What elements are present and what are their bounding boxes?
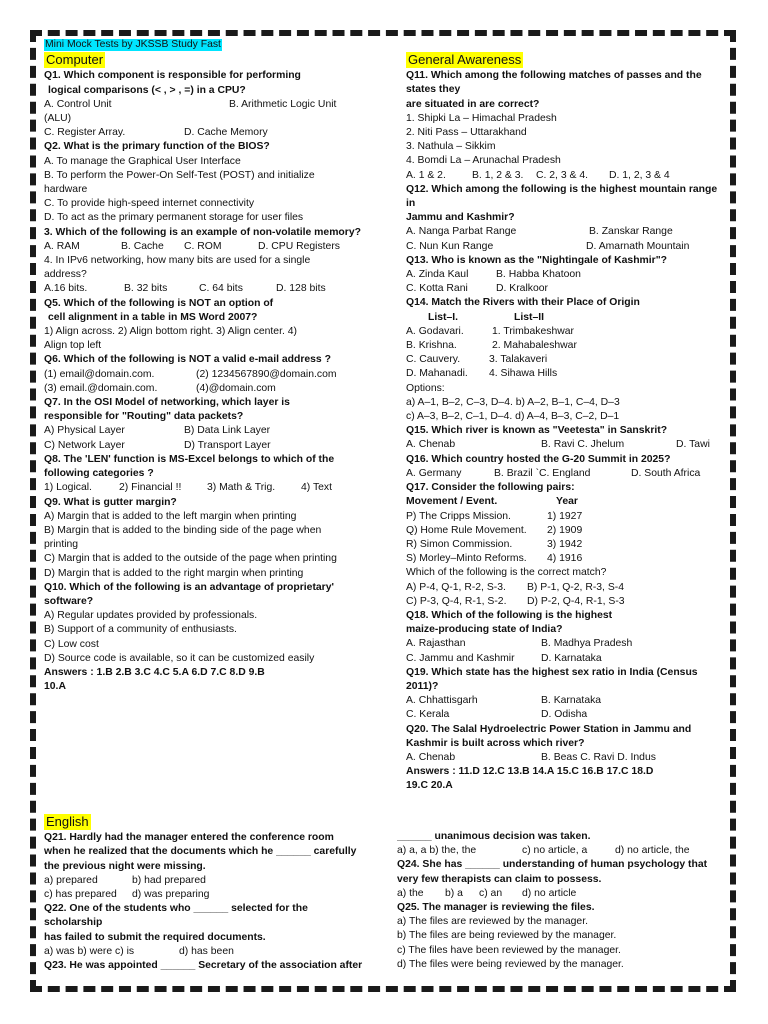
line-text: the previous night were missing.: [44, 860, 206, 872]
text-line: [406, 438, 732, 452]
line-text: Q1. Which component is responsible for performing: [44, 70, 301, 82]
line-option: C. 2, 3 & 4.: [536, 169, 588, 181]
line-option: B. Ravi C. Jhelum: [541, 439, 625, 451]
line-text: logical comparisons (< , > , =) in a CPU?: [48, 84, 246, 96]
text-line: [406, 595, 732, 609]
line-text: A) Physical Layer: [44, 425, 125, 437]
text-line: [44, 931, 384, 945]
line-option: D. Tawi: [676, 439, 710, 451]
text-line: [406, 652, 732, 666]
line-text: Kashmir is built across which river?: [406, 737, 585, 749]
text-line: [406, 453, 732, 467]
text-line: [44, 916, 384, 930]
line-text: Q7. In the OSI Model of networking, which layer is: [44, 397, 290, 409]
line-option: (4)@domain.com: [196, 382, 276, 394]
text-line: [44, 268, 374, 282]
text-line: [397, 887, 732, 901]
text-line: [406, 339, 732, 353]
text-line: [406, 666, 732, 680]
line-text: Q25. The manager is reviewing the files.: [397, 902, 595, 914]
line-option: 3) 1942: [547, 538, 583, 550]
line-option: B. Cache: [121, 240, 164, 252]
line-option: C. ROM: [184, 240, 222, 252]
text-line: [406, 311, 732, 325]
line-text: 3. Which of the following is an example of non-volatile memory?: [44, 226, 361, 238]
text-line: [44, 467, 374, 481]
line-text: in: [406, 198, 416, 210]
line-option: B. Beas C. Ravi D. Indus: [541, 751, 656, 763]
text-line: [406, 225, 732, 239]
line-text: A. To manage the Graphical User Interface: [44, 155, 241, 167]
line-text: Movement / Event.: [406, 496, 498, 508]
text-line: [44, 652, 374, 666]
line-option: D. Amarnath Mountain: [586, 240, 690, 252]
line-text: c) has prepared: [44, 889, 117, 901]
line-option: d) was preparing: [132, 889, 210, 901]
line-text: Align top left: [44, 340, 102, 352]
line-text: following categories ?: [44, 468, 154, 480]
line-text: Q) Home Rule Movement.: [406, 524, 527, 536]
text-line: [406, 779, 732, 793]
text-line: [44, 197, 374, 211]
line-option: D) P-2, Q-4, R-1, S-3: [527, 595, 625, 607]
text-line: [44, 169, 374, 183]
line-option: B. 32 bits: [124, 283, 168, 295]
text-line: [406, 282, 732, 296]
line-text: 1. Shipki La – Himachal Pradesh: [406, 112, 557, 124]
general-awareness-section: [406, 52, 732, 794]
line-text: Q5. Which of the following is NOT an option of: [44, 297, 274, 309]
text-line: [44, 595, 374, 609]
computer-heading: Computer: [46, 52, 104, 68]
line-text: A) Margin that is added to the left margin when printing: [44, 510, 297, 522]
line-option: Year: [556, 496, 578, 508]
line-option: D. Cache Memory: [184, 127, 268, 139]
line-text: C. Cauvery.: [406, 354, 461, 366]
line-text: Q22. One of the students who ______ selected for the: [44, 903, 308, 915]
line-option: 1) 1927: [547, 510, 583, 522]
line-option: D. 1, 2, 3 & 4: [609, 169, 670, 181]
text-line: [406, 581, 732, 595]
line-option: 4) 1916: [547, 553, 583, 565]
text-line: [406, 154, 732, 168]
line-option: B) Data Link Layer: [184, 425, 271, 437]
text-line: [44, 112, 374, 126]
line-option: D. South Africa: [631, 467, 701, 479]
line-text: Q2. What is the primary function of the BIOS?: [44, 141, 270, 153]
text-line: [44, 666, 374, 680]
line-text: S) Morley–Minto Reforms.: [406, 553, 527, 565]
line-option: D) Transport Layer: [184, 439, 271, 451]
text-line: [406, 424, 732, 438]
text-line: [44, 282, 374, 296]
line-text: 4. In IPv6 networking, how many bits are used for a single: [44, 255, 311, 267]
text-line: [44, 959, 384, 973]
line-text: A. Rajasthan: [406, 638, 466, 650]
line-text: Q24. She has ______ understanding of human psychology that: [397, 859, 708, 871]
text-line: [406, 353, 732, 367]
line-text: 19.C 20.A: [406, 780, 453, 792]
text-line: [44, 410, 374, 424]
text-line: [397, 958, 732, 972]
line-text: address?: [44, 269, 87, 281]
line-option: 2) Financial !!: [119, 482, 182, 494]
line-text: D) Source code is available, so it can be customized easily: [44, 652, 315, 664]
line-text: A. Chenab: [406, 751, 456, 763]
line-text: Q6. Which of the following is NOT a valid e-mail address ?: [44, 354, 331, 366]
line-option: C. 64 bits: [199, 283, 243, 295]
line-text: Q18. Which of the following is the highest: [406, 609, 613, 621]
text-line: [44, 311, 374, 325]
line-text: Q12. Which among the following is the highest mountain range: [406, 183, 718, 195]
line-text: A. Control Unit: [44, 98, 112, 110]
line-text: D. Mahanadi.: [406, 368, 468, 380]
line-text: responsible for "Routing" data packets?: [44, 411, 244, 423]
text-line: [44, 353, 374, 367]
line-option: D. Kralkoor: [496, 283, 548, 295]
line-text: A. RAM: [44, 240, 80, 252]
line-text: Q9. What is gutter margin?: [44, 496, 177, 508]
text-line: [406, 723, 732, 737]
line-text: A. 1 & 2.: [406, 169, 446, 181]
line-option: c) an: [479, 887, 503, 899]
text-line: [397, 858, 732, 872]
line-option: B) P-1, Q-2, R-3, S-4: [527, 581, 625, 593]
text-line: [44, 638, 374, 652]
line-text: b) The files are being reviewed by the manager.: [397, 930, 617, 942]
text-line: [406, 481, 732, 495]
text-line: [44, 888, 384, 902]
text-line: [406, 382, 732, 396]
line-text: a) A–1, B–2, C–3, D–4. b) A–2, B–1, C–4, D–3: [406, 396, 620, 408]
line-text: Q19. Which state has the highest sex ratio in India (Census: [406, 666, 698, 678]
line-text: A) P-4, Q-1, R-2, S-3.: [406, 581, 506, 593]
line-option: B. Zanskar Range: [589, 226, 673, 238]
text-line: [397, 944, 732, 958]
line-text: C) Network Layer: [44, 439, 125, 451]
text-line: [44, 368, 374, 382]
text-line: [44, 860, 384, 874]
line-option: B. Habba Khatoon: [496, 269, 581, 281]
line-text: C) P-3, Q-4, R-1, S-2.: [406, 595, 507, 607]
line-text: Which of the following is the correct match?: [406, 567, 607, 579]
line-option: 3. Talakaveri: [489, 354, 548, 366]
text-line: [44, 609, 374, 623]
text-line: [406, 396, 732, 410]
line-option: 3) Math & Trig.: [207, 482, 276, 494]
line-text: Q8. The 'LEN' function is MS-Excel belongs to which of the: [44, 453, 335, 465]
text-line: [44, 581, 374, 595]
line-text: A.16 bits.: [44, 283, 88, 295]
line-text: A. Nanga Parbat Range: [406, 226, 517, 238]
text-line: [406, 566, 732, 580]
line-option: List–II: [514, 311, 545, 323]
line-option: b) a: [445, 887, 463, 899]
line-text: C. Kerala: [406, 709, 450, 721]
line-option: B. 1, 2 & 3.: [472, 169, 524, 181]
line-text: Q17. Consider the following pairs:: [406, 482, 575, 494]
text-line: [44, 140, 374, 154]
text-line: [44, 297, 374, 311]
line-text: Answers : 1.B 2.B 3.C 4.C 5.A 6.D 7.C 8.D 9.B: [44, 666, 265, 678]
line-option: D. Odisha: [541, 709, 588, 721]
text-line: [44, 623, 374, 637]
line-text: 4. Bomdi La – Arunachal Pradesh: [406, 155, 561, 167]
english-heading: English: [46, 814, 89, 829]
text-line: [406, 737, 732, 751]
line-text: c) A–3, B–2, C–1, D–4. d) A–4, B–3, C–2, D–1: [406, 411, 620, 423]
line-option: 4) Text: [301, 482, 332, 494]
text-line: [406, 680, 732, 694]
english-section-right: [397, 830, 732, 972]
general-awareness-heading: General Awareness: [408, 52, 522, 67]
line-option: b) had prepared: [132, 874, 206, 886]
line-text: d) The files were being reviewed by the manager.: [397, 958, 624, 970]
line-text: maize-producing state of India?: [406, 624, 563, 636]
line-text: Q14. Match the Rivers with their Place of Origin: [406, 297, 640, 309]
line-text: B) Support of a community of enthusiasts.: [44, 624, 237, 636]
line-text: Q20. The Salal Hydroelectric Power Station in Jammu and: [406, 723, 692, 735]
line-text: A. Chhattisgarh: [406, 695, 478, 707]
text-line: [406, 240, 732, 254]
text-line: [406, 183, 732, 197]
line-option: 2. Mahabaleshwar: [492, 340, 577, 352]
english-section-left: [44, 814, 384, 973]
line-text: Answers : 11.D 12.C 13.B 14.A 15.C 16.B 17.C 18.D: [406, 766, 654, 778]
line-text: Q16. Which country hosted the G-20 Summit in 2025?: [406, 453, 671, 465]
line-text: C) Low cost: [44, 638, 99, 650]
text-line: [406, 510, 732, 524]
text-line: [397, 915, 732, 929]
line-text: P) The Cripps Mission.: [406, 510, 511, 522]
line-text: software?: [44, 595, 94, 607]
line-text: B) Margin that is added to the binding side of the page when: [44, 524, 322, 536]
line-text: 1) Logical.: [44, 482, 92, 494]
line-text: 2. Niti Pass – Uttarakhand: [406, 127, 527, 139]
text-line: [406, 410, 732, 424]
text-line: [44, 126, 374, 140]
text-line: [397, 929, 732, 943]
text-line: [397, 844, 732, 858]
line-text: (ALU): [44, 113, 72, 125]
computer-questions: [44, 69, 374, 694]
text-line: [44, 325, 374, 339]
text-line: [406, 268, 732, 282]
text-line: [44, 69, 374, 83]
line-text: a) a, a b) the, the: [397, 845, 477, 857]
text-line: [44, 226, 374, 240]
text-line: [406, 296, 732, 310]
line-option: d) no article, the: [615, 845, 690, 857]
line-text: hardware: [44, 184, 88, 196]
text-line: [44, 339, 374, 353]
line-text: Options:: [406, 382, 445, 394]
line-option: d) has been: [179, 945, 234, 957]
line-text: when he realized that the documents which he ______ carefully: [44, 846, 357, 858]
text-line: [44, 155, 374, 169]
line-text: Q15. Which river is known as "Veetesta" in Sanskrit?: [406, 425, 668, 437]
text-line: [44, 183, 374, 197]
banner-title: Mini Mock Tests by JKSSB Study Fast: [45, 39, 221, 50]
line-text: a) The files are reviewed by the manager.: [397, 916, 588, 928]
line-option: D. 128 bits: [276, 283, 326, 295]
general-awareness-questions: [406, 69, 732, 793]
line-text: a) the: [397, 887, 424, 899]
text-line: [406, 140, 732, 154]
text-line: [406, 765, 732, 779]
text-line: [406, 367, 732, 381]
line-text: 10.A: [44, 681, 66, 693]
line-option: D. CPU Registers: [258, 240, 340, 252]
text-line: [44, 496, 374, 510]
line-option: 2) 1909: [547, 524, 583, 536]
text-line: [44, 680, 374, 694]
text-line: [406, 69, 732, 83]
text-line: [44, 538, 374, 552]
text-line: [406, 254, 732, 268]
line-text: Q23. He was appointed ______ Secretary of the association after: [44, 960, 363, 972]
text-line: [406, 751, 732, 765]
line-text: A. Zinda Kaul: [406, 269, 469, 281]
line-text: Q13. Who is known as the "Nightingale of Kashmir"?: [406, 254, 667, 266]
text-line: [406, 197, 732, 211]
line-text: ______ unanimous decision was taken.: [397, 831, 591, 842]
text-line: [406, 169, 732, 183]
line-text: Q10. Which of the following is an advantage of proprietary': [44, 581, 334, 593]
text-line: [406, 708, 732, 722]
line-text: C. To provide high-speed internet connectivity: [44, 198, 255, 210]
text-line: [44, 481, 374, 495]
line-text: cell alignment in a table in MS Word 2007?: [48, 311, 258, 323]
text-line: [406, 495, 732, 509]
english-questions-left: [44, 831, 384, 973]
text-line: [44, 453, 374, 467]
text-line: [44, 439, 374, 453]
line-text: are situated in are correct?: [406, 98, 540, 110]
text-line: [406, 83, 732, 97]
line-text: D. To act as the primary permanent storage for user files: [44, 212, 304, 224]
text-line: [397, 830, 732, 844]
text-line: [406, 211, 732, 225]
line-text: Q11. Which among the following matches of passes and the: [406, 70, 702, 82]
line-text: D) Margin that is added to the right margin when printing: [44, 567, 304, 579]
line-text: A. Chenab: [406, 439, 456, 451]
line-text: C. Nun Kun Range: [406, 240, 494, 252]
text-line: [406, 694, 732, 708]
line-option: B. Madhya Pradesh: [541, 638, 633, 650]
text-line: [44, 98, 374, 112]
text-line: [406, 538, 732, 552]
text-line: [406, 112, 732, 126]
text-line: [44, 240, 374, 254]
text-line: [44, 510, 374, 524]
line-text: 3. Nathula – Sikkim: [406, 141, 496, 153]
line-text: has failed to submit the required documents.: [44, 931, 266, 943]
line-text: scholarship: [44, 917, 103, 929]
line-text: Q21. Hardly had the manager entered the conference room: [44, 832, 334, 844]
text-line: [44, 254, 374, 268]
line-option: 4. Sihawa Hills: [489, 368, 558, 380]
line-text: A. Godavari.: [406, 325, 464, 337]
line-option: D. Karnataka: [541, 652, 602, 664]
text-line: [44, 524, 374, 538]
line-text: List–I.: [428, 311, 459, 323]
line-text: C. Jammu and Kashmir: [406, 652, 515, 664]
text-line: [44, 902, 384, 916]
text-line: [406, 637, 732, 651]
line-text: printing: [44, 539, 79, 551]
line-text: R) Simon Commission.: [406, 538, 513, 550]
text-line: [406, 325, 732, 339]
line-text: a) prepared: [44, 874, 98, 886]
line-text: very few therapists can claim to possess.: [397, 873, 602, 885]
line-text: a) was b) were c) is: [44, 945, 135, 957]
text-line: [44, 424, 374, 438]
line-option: d) no article: [522, 887, 577, 899]
text-line: [44, 211, 374, 225]
text-line: [44, 567, 374, 581]
text-line: [44, 845, 384, 859]
line-text: A) Regular updates provided by professionals.: [44, 610, 258, 622]
line-text: (1) email@domain.com.: [44, 368, 155, 380]
line-text: B. To perform the Power-On Self-Test (POST) and initialize: [44, 169, 315, 181]
text-line: [406, 623, 732, 637]
line-option: B. Arithmetic Logic Unit: [229, 98, 337, 110]
text-line: [397, 873, 732, 887]
text-line: [44, 396, 374, 410]
line-text: C. Kotta Rani: [406, 283, 468, 295]
english-questions-right: [397, 830, 732, 972]
computer-section: [44, 38, 374, 694]
line-text: A. Germany: [406, 467, 462, 479]
text-line: [406, 524, 732, 538]
text-line: [44, 831, 384, 845]
line-text: 1) Align across. 2) Align bottom right. 3) Align center. 4): [44, 326, 297, 338]
text-line: [44, 552, 374, 566]
line-option: 1. Trimbakeshwar: [492, 325, 574, 337]
line-text: c) The files have been reviewed by the manager.: [397, 944, 621, 956]
text-line: [406, 552, 732, 566]
line-option: c) no article, a: [522, 845, 588, 857]
line-text: B. Krishna.: [406, 340, 457, 352]
line-text: (3) email.@domain.com.: [44, 382, 158, 394]
line-option: (2) 1234567890@domain.com: [196, 368, 337, 380]
text-line: [44, 945, 384, 959]
line-option: B. Brazil `C. England: [494, 467, 591, 479]
text-line: [397, 901, 732, 915]
text-line: [406, 609, 732, 623]
text-line: [44, 382, 374, 396]
text-line: [406, 126, 732, 140]
line-text: C. Register Array.: [44, 127, 126, 139]
line-option: B. Karnataka: [541, 695, 602, 707]
text-line: [406, 98, 732, 112]
line-text: Jammu and Kashmir?: [406, 212, 515, 224]
line-text: C) Margin that is added to the outside of the page when printing: [44, 553, 337, 565]
line-text: states they: [406, 84, 461, 96]
line-text: 2011)?: [406, 680, 439, 692]
text-line: [44, 84, 374, 98]
text-line: [406, 467, 732, 481]
text-line: [44, 874, 384, 888]
